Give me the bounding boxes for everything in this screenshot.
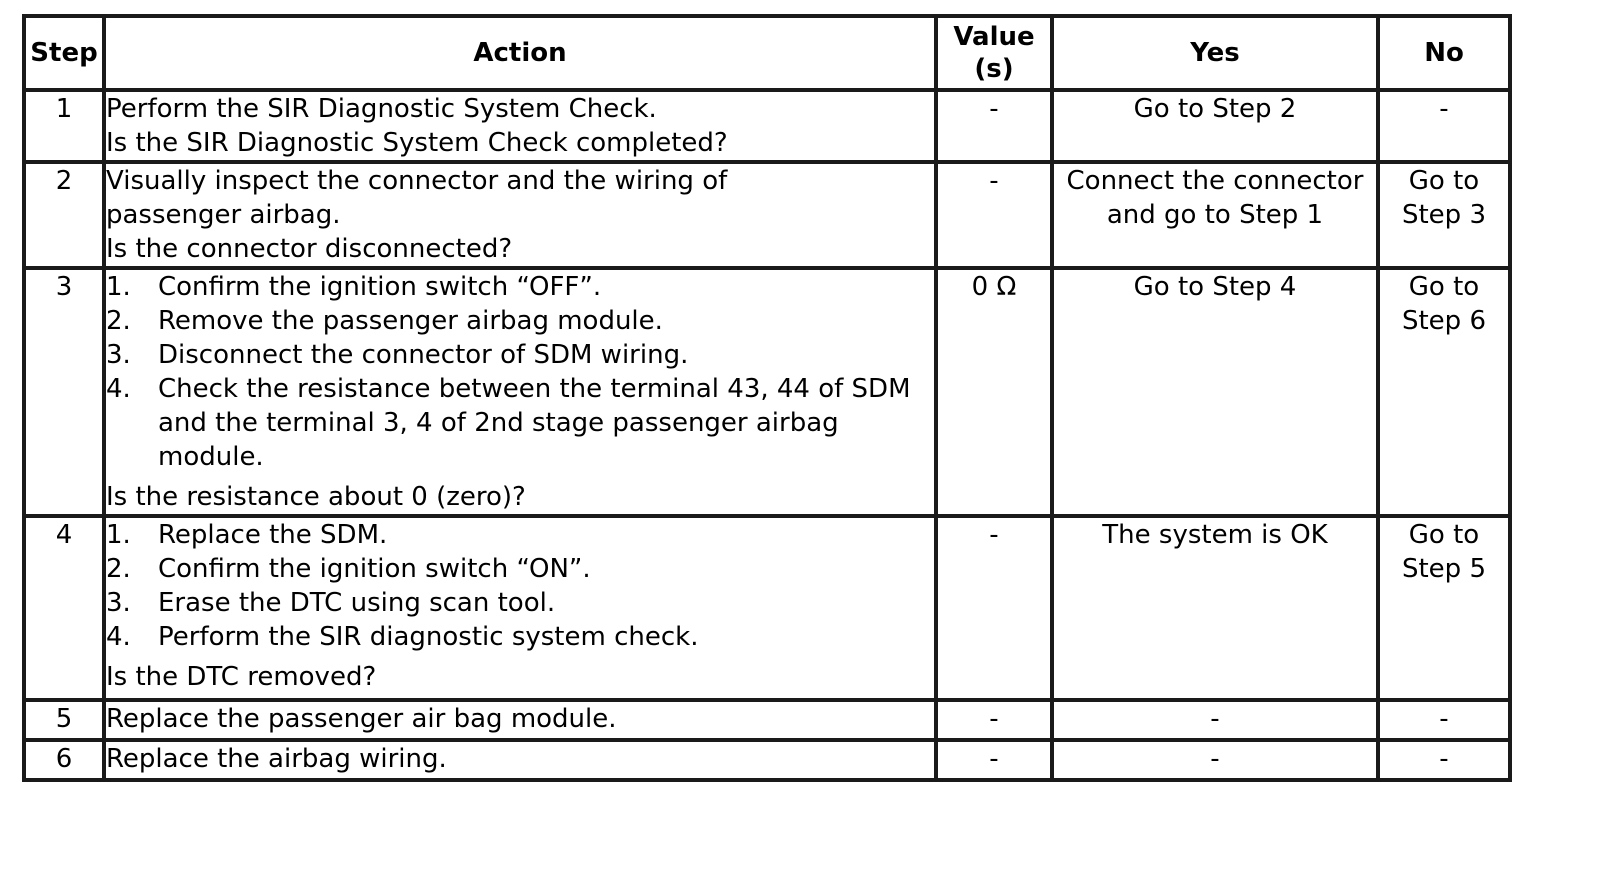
list-item-number: 1. [106,520,131,550]
list-item-text: Erase the DTC using scan tool. [158,588,556,618]
action-question: Is the SIR Diagnostic System Check completed? [106,128,728,158]
list-item-text: Confirm the ignition switch “ON”. [158,554,591,584]
header-yes: Yes [1052,16,1378,90]
no-cell: Go to Step 5 [1378,516,1510,700]
yes-cell: - [1052,740,1378,780]
list-item-text: Disconnect the connector of SDM wiring. [158,340,689,370]
yes-cell: Go to Step 2 [1052,90,1378,162]
yes-cell: Connect the connector and go to Step 1 [1052,162,1378,268]
action-cell [104,268,936,516]
action-text: Visually inspect the connector and the wiring of [106,166,728,196]
list-item [106,620,934,654]
table-row [24,700,1510,740]
action-text: Perform the SIR Diagnostic System Check. [106,94,657,124]
value-cell: - [936,740,1052,780]
list-item-text: Remove the passenger airbag module. [158,306,663,336]
header-step: Step [24,16,104,90]
list-item [106,270,934,304]
list-item [106,552,934,586]
action-question: Is the DTC removed? [106,662,377,692]
header-value: Value (s) [936,16,1052,90]
yes-cell: Go to Step 4 [1052,268,1378,516]
list-item-number: 1. [106,272,131,302]
list-item-number: 2. [106,554,131,584]
list-item-text: Check the resistance between the terminal 43, 44 of SDM and the terminal 3, 4 of 2nd stage passenger airbag module. [158,374,911,472]
list-item-text: Replace the SDM. [158,520,388,550]
value-cell: 0 Ω [936,268,1052,516]
action-cell [104,90,936,162]
no-cell: - [1378,700,1510,740]
list-item [106,304,934,338]
action-text: passenger airbag. [106,200,341,230]
step-number: 3 [24,268,104,516]
no-cell: - [1378,90,1510,162]
action-steps-list [106,270,934,474]
list-item [106,518,934,552]
action-cell [104,162,936,268]
list-item-number: 2. [106,306,131,336]
action-text: Replace the passenger air bag module. [106,704,617,734]
list-item-text: Perform the SIR diagnostic system check. [158,622,699,652]
table-row [24,740,1510,780]
yes-cell: The system is OK [1052,516,1378,700]
table-row [24,268,1510,516]
list-item-text: Confirm the ignition switch “OFF”. [158,272,602,302]
table-row [24,90,1510,162]
step-number: 1 [24,90,104,162]
step-number: 5 [24,700,104,740]
no-cell: - [1378,740,1510,780]
step-number: 6 [24,740,104,780]
yes-cell: - [1052,700,1378,740]
table-row [24,516,1510,700]
header-action: Action [104,16,936,90]
value-cell: - [936,700,1052,740]
list-item-number: 4. [106,374,131,404]
list-item-number: 3. [106,588,131,618]
header-no: No [1378,16,1510,90]
diagnostic-table [22,14,1512,782]
action-steps-list [106,518,934,654]
header-row [24,16,1510,90]
action-cell [104,740,936,780]
action-cell [104,516,936,700]
value-cell: - [936,516,1052,700]
list-item [106,338,934,372]
action-question: Is the resistance about 0 (zero)? [106,482,526,512]
action-question: Is the connector disconnected? [106,234,513,264]
action-text: Replace the airbag wiring. [106,744,447,774]
action-cell [104,700,936,740]
no-cell: Go to Step 3 [1378,162,1510,268]
step-number: 2 [24,162,104,268]
list-item [106,372,934,474]
list-item [106,586,934,620]
table-row [24,162,1510,268]
value-cell: - [936,90,1052,162]
list-item-number: 4. [106,622,131,652]
step-number: 4 [24,516,104,700]
list-item-number: 3. [106,340,131,370]
no-cell: Go to Step 6 [1378,268,1510,516]
value-cell: - [936,162,1052,268]
